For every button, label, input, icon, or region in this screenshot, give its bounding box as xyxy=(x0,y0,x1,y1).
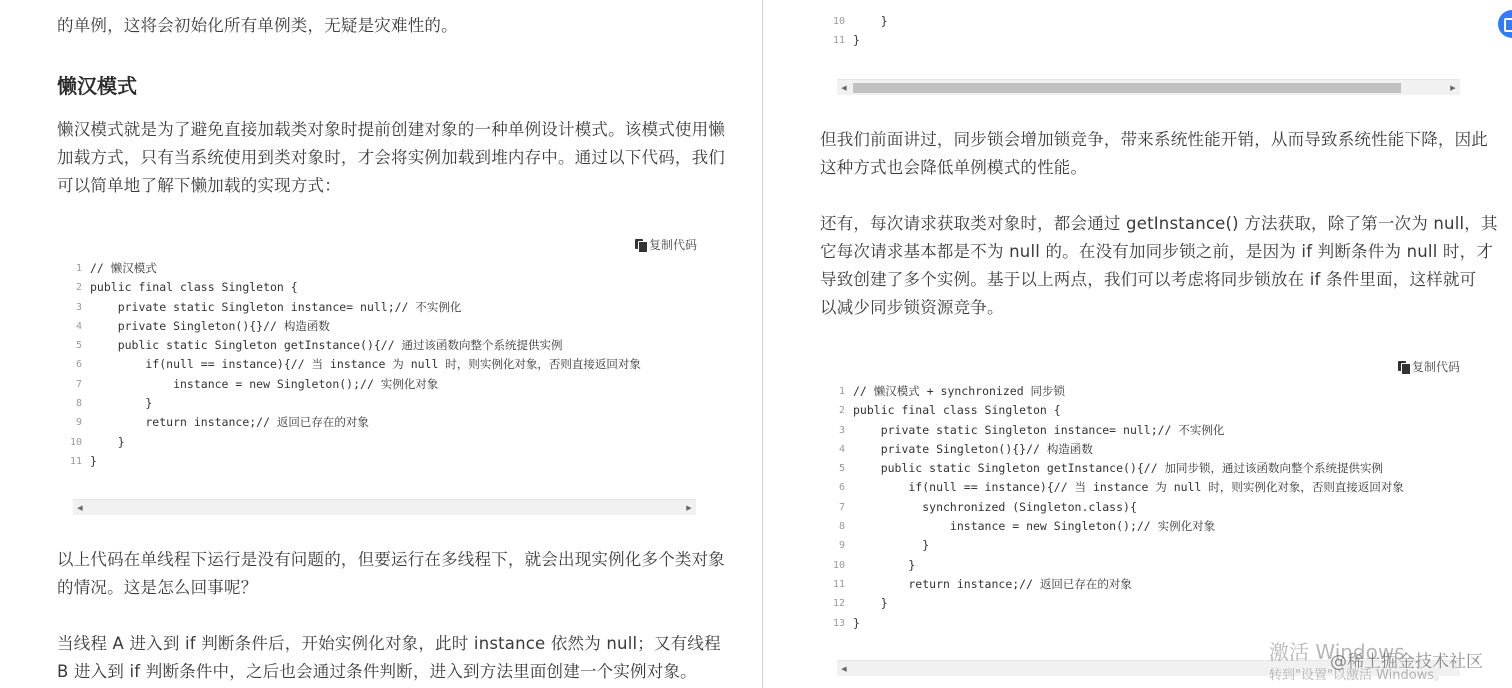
code-line xyxy=(829,594,1489,613)
paragraph-line: 这种方式也会降低单例模式的性能。 xyxy=(820,158,1088,177)
code-line xyxy=(66,433,706,452)
code-line xyxy=(66,259,706,278)
code-line xyxy=(829,498,1489,517)
copy-code-button[interactable] xyxy=(1398,358,1460,375)
paragraph-line: 懒汉模式就是为了避免直接加载类对象时提前创建对象的一种单例设计模式。该模式使用懒 xyxy=(57,120,725,139)
code-text: } xyxy=(853,596,888,611)
line-number: 8 xyxy=(75,398,82,410)
code-line xyxy=(829,440,1489,459)
paragraph-line: 但我们前面讲过，同步锁会增加锁竞争，带来系统性能开销，从而导致系统性能下降，因此 xyxy=(820,130,1488,149)
line-number: 5 xyxy=(75,340,82,352)
right-page xyxy=(763,0,1512,688)
code-line xyxy=(829,517,1489,536)
code-line xyxy=(66,452,706,471)
line-number: 3 xyxy=(838,424,845,436)
code-text: public final class Singleton { xyxy=(853,403,1061,418)
line-number: 4 xyxy=(838,443,845,455)
paragraph-line: 以减少同步锁资源竞争。 xyxy=(820,298,1004,317)
paragraph-line: 的情况。这是怎么回事呢？ xyxy=(57,578,258,597)
line-number: 5 xyxy=(838,463,845,475)
code-horizontal-scrollbar[interactable] xyxy=(837,79,1460,95)
code-line xyxy=(829,12,1469,31)
code-line xyxy=(66,394,706,413)
paragraph-line: 导致创建了多个实例。基于以上两点，我们可以考虑将同步锁放在 if 条件里面，这样就可 xyxy=(820,270,1477,289)
code-text: public final class Singleton { xyxy=(90,280,298,295)
line-number: 4 xyxy=(75,320,82,332)
code-line xyxy=(829,31,1469,50)
code-line xyxy=(829,556,1489,575)
line-number: 6 xyxy=(838,482,845,494)
code-line xyxy=(829,459,1489,478)
code-line xyxy=(829,614,1489,633)
paragraph-line: 以上代码在单线程下运行是没有问题的，但要运行在多线程下，就会出现实例化多个类对象 xyxy=(57,550,725,569)
activate-windows-subtitle: 转到"设置"以激活 Windows。 xyxy=(1269,668,1448,683)
code-text: private Singleton(){}// 构造函数 xyxy=(90,318,330,333)
line-number: 11 xyxy=(832,35,845,47)
section-heading: 懒汉模式 xyxy=(57,74,137,98)
paragraph-line: 加载方式，只有当系统使用到类对象时，才会将实例加载到堆内存中。通过以下代码，我们 xyxy=(57,148,725,167)
paragraph-line: 当线程 A 进入到 if 判断条件后，开始实例化对象，此时 instance 依然为 null；又有线程 xyxy=(57,634,721,653)
paragraph-lock xyxy=(820,126,1500,182)
paragraph-after-code xyxy=(57,546,737,602)
line-number: 12 xyxy=(832,598,845,610)
scroll-right-icon[interactable]: ▶ xyxy=(686,504,692,512)
scroll-left-icon[interactable]: ◀ xyxy=(841,665,847,673)
code-text: private static Singleton instance= null;// 不实例化 xyxy=(90,299,462,314)
code-line xyxy=(829,575,1489,594)
code-text: return instance;// 返回已存在的对象 xyxy=(90,415,369,430)
paragraph-getinstance xyxy=(820,210,1500,322)
activate-windows-title: 激活 Windows xyxy=(1269,640,1405,664)
line-number: 9 xyxy=(75,417,82,429)
code-text: } xyxy=(853,615,860,630)
code-line xyxy=(829,401,1489,420)
code-line xyxy=(66,413,706,432)
code-text: instance = new Singleton();// 实例化对象 xyxy=(90,376,439,391)
line-number: 11 xyxy=(832,578,845,590)
code-text: } xyxy=(90,434,125,449)
line-number: 10 xyxy=(832,559,845,571)
code-block xyxy=(829,382,1489,633)
paragraph-line: B 进入到 if 判断条件中，之后也会通过条件判断，进入到方法里面创建一个实例对象。 xyxy=(57,662,697,681)
code-line xyxy=(829,382,1489,401)
paragraph-intro xyxy=(57,116,737,200)
scroll-left-icon[interactable]: ◀ xyxy=(77,504,83,512)
code-line xyxy=(66,278,706,297)
paragraph-line: 可以简单地了解下懒加载的实现方式： xyxy=(57,176,341,195)
scroll-right-icon[interactable]: ▶ xyxy=(1450,84,1456,92)
code-line xyxy=(66,298,706,317)
line-number: 8 xyxy=(838,521,845,533)
code-line xyxy=(66,355,706,374)
code-text: return instance;// 返回已存在的对象 xyxy=(853,576,1132,591)
code-line xyxy=(829,478,1489,497)
line-number: 10 xyxy=(832,16,845,27)
copy-code-label: 复制代码 xyxy=(1412,360,1461,374)
code-text: } xyxy=(90,396,153,411)
scrollbar-thumb[interactable] xyxy=(853,83,1401,93)
code-text: public static Singleton getInstance(){// 加同步锁，通过该函数向整个系统提供实例 xyxy=(853,461,1384,476)
scroll-left-icon[interactable]: ◀ xyxy=(841,84,847,92)
code-text: synchronized (Singleton.class){ xyxy=(853,499,1137,514)
line-number: 13 xyxy=(832,617,845,629)
code-text: // 懒汉模式 + synchronized 同步锁 xyxy=(853,384,1066,398)
code-text: } xyxy=(853,14,888,28)
line-number: 1 xyxy=(75,263,82,274)
code-text: // 懒汉模式 xyxy=(90,261,157,275)
code-text: if(null == instance){// 当 instance 为 null 时，则实例化对象，否则直接返回对象 xyxy=(90,357,641,372)
line-number: 7 xyxy=(838,501,845,513)
line-number: 11 xyxy=(69,455,82,467)
paragraph-top: 的单例，这将会初始化所有单例类，无疑是灾难性的。 xyxy=(57,16,458,35)
line-number: 7 xyxy=(75,378,82,390)
code-text: public static Singleton getInstance(){// 通过该函数向整个系统提供实例 xyxy=(90,338,563,353)
code-text: } xyxy=(853,538,930,553)
paragraph-line: 它每次请求基本都是不为 null 的。在没有加同步锁之前，是因为 if 判断条件为 null 时，才 xyxy=(820,242,1494,261)
code-text: } xyxy=(90,453,97,468)
paragraph-line: 还有，每次请求获取类对象时，都会通过 getInstance() 方法获取，除了第一次为 null，其 xyxy=(820,214,1498,233)
copy-code-button[interactable] xyxy=(635,236,697,253)
code-line xyxy=(66,375,706,394)
code-horizontal-scrollbar[interactable] xyxy=(73,499,696,515)
code-block xyxy=(66,259,706,471)
line-number: 6 xyxy=(75,359,82,371)
code-line xyxy=(66,317,706,336)
code-line xyxy=(829,421,1489,440)
line-number: 9 xyxy=(838,540,845,552)
line-number: 1 xyxy=(838,386,845,397)
code-line xyxy=(829,536,1489,555)
code-text: instance = new Singleton();// 实例化对象 xyxy=(853,519,1216,534)
code-text: } xyxy=(853,557,916,572)
line-number: 10 xyxy=(69,436,82,448)
code-text: if(null == instance){// 当 instance 为 null 时，则实例化对象，否则直接返回对象 xyxy=(853,480,1404,495)
code-line xyxy=(66,336,706,355)
copy-icon xyxy=(1398,361,1409,373)
translate-icon[interactable] xyxy=(1498,10,1512,38)
code-text: private static Singleton instance= null;// 不实例化 xyxy=(853,422,1225,437)
copy-code-label: 复制代码 xyxy=(649,238,698,252)
line-number: 3 xyxy=(75,301,82,313)
copy-icon xyxy=(635,239,646,251)
juejin-watermark: @稀土掘金技术社区 xyxy=(1330,652,1483,672)
paragraph-bottom xyxy=(57,630,737,686)
code-text: } xyxy=(853,33,860,48)
line-number: 2 xyxy=(838,405,845,417)
code-text: private Singleton(){}// 构造函数 xyxy=(853,441,1093,456)
line-number: 2 xyxy=(75,282,82,294)
code-block-tail xyxy=(829,12,1469,51)
